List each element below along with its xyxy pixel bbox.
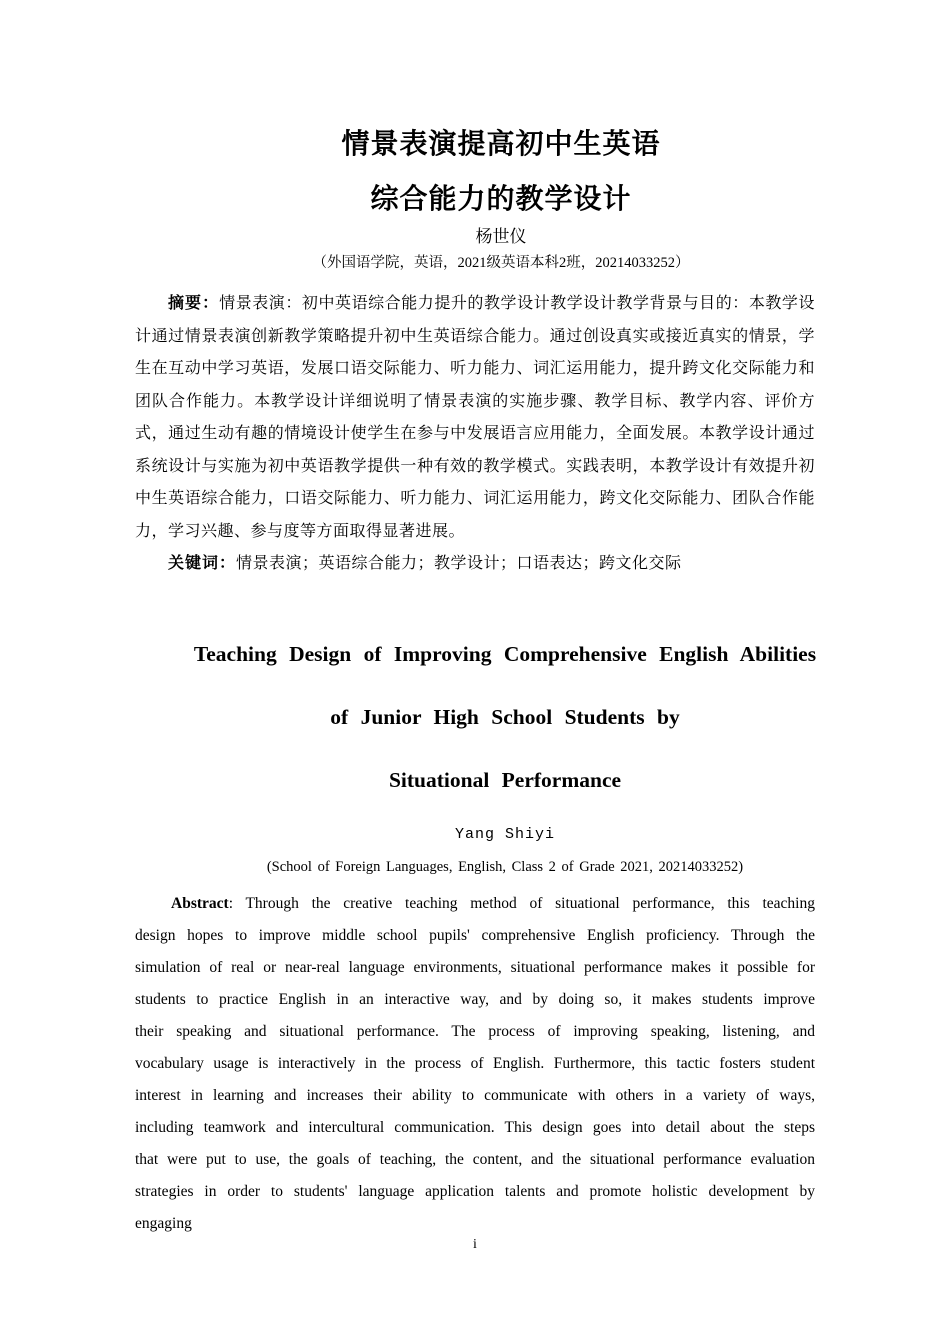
zh-abstract-paragraph [135, 288, 815, 548]
zh-abstract-text: 情景表演：初中英语综合能力提升的教学设计教学设计教学背景与目的：本教学设计通过情景表演创新教学策略提升初中生英语综合能力。通过创设真实或接近真实的情景，学生在互动中学习英语，发展口语交际能力、听力能力、词汇运用能力，提升跨文化交际能力和团队合作能力。本教学设计详细说明了情景表演的实施步骤、教学目标、教学内容、评价方式，通过生动有趣的情境设计使学生在参与中发展语言应用能力，全面发展。本教学设计通过系统设计与实施为初中英语教学提供一种有效的教学模式。实践表明，本教学设计有效提升初中生英语综合能力，口语交际能力、听力能力、词汇运用能力，跨文化交际能力、团队合作能力，学习兴趣、参与度等方面取得显著进展。 [135, 295, 815, 540]
en-title-line1: Teaching Design of Improving Comprehensive English Abilities [193, 641, 817, 666]
zh-abstract-section [135, 288, 815, 581]
en-affiliation: (School of Foreign Languages, English, Class 2 of Grade 2021, 20214033252) [266, 858, 744, 875]
zh-abstract-label: 摘要： [168, 295, 220, 312]
zh-title-line1: 情景表演提高初中生英语 [341, 128, 661, 159]
zh-affiliation: （外国语学院，英语，2021级英语本科2班，20214033252） [312, 255, 690, 271]
zh-front-matter [161, 0, 841, 272]
zh-keywords-label: 关键词： [168, 555, 237, 572]
page-number: i [473, 1237, 477, 1252]
en-front-matter [165, 641, 845, 876]
en-title-line3: Situational Performance [388, 767, 622, 792]
zh-title-line2: 综合能力的教学设计 [370, 183, 632, 214]
zh-author-name: 杨世仪 [475, 227, 527, 246]
page-footer [0, 1236, 950, 1254]
zh-keywords-text: 情景表演；英语综合能力；教学设计；口语表达；跨文化交际 [236, 555, 682, 572]
en-abstract-label: Abstract [171, 894, 229, 912]
en-abstract-paragraph [135, 888, 815, 1240]
en-title-line2: of Junior High School Students by [330, 704, 680, 729]
zh-keywords-line [135, 548, 815, 581]
en-abstract-section [135, 888, 815, 1240]
en-author-name: Yang Shiyi [454, 825, 555, 843]
en-abstract-text: : Through the creative teaching method of situational performance, this teaching design hopes to improve middle school pupils' comprehensive English proficiency. Through the simulation of real or near-real language environments, situational performance makes it possible for students to practice English in an interactive way, and by doing so, it makes students improve their speaking and situational performance. The process of improving speaking, listening, and vocabulary usage is interactively in the process of English. Furthermore, this tactic fosters student interest in learning and increases their ability to communicate with others in a variety of ways, including teamwork and intercultural communication. This design goes into detail about the steps that were put to use, the goals of teaching, the content, and the situational performance evaluation strategies in order to students' language application talents and promote holistic development by engaging [135, 894, 815, 1232]
